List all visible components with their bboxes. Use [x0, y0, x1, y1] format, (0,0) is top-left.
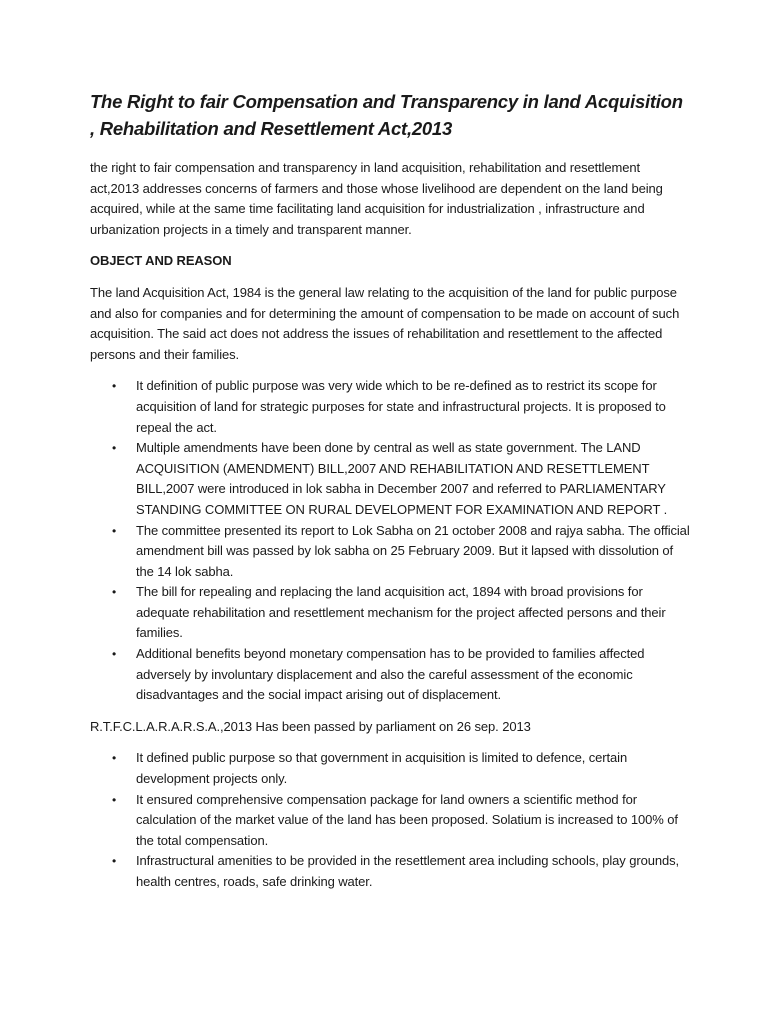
intro-paragraph: the right to fair compensation and transparency in land acquisition, rehabilitation and resettlement act,2013 addresses concerns of farmers and those whose livelihood are dependent on the land being acquired, while at the same time facilitating land acquisition for industrialization , infrastructure and urbanization projects in a timely and transparent manner. [90, 160, 663, 237]
bullet-icon: • [112, 854, 117, 869]
section-heading: OBJECT AND REASON [90, 253, 232, 269]
bullet-icon: • [112, 647, 117, 662]
bullet-icon: • [112, 585, 117, 600]
list-item [90, 644, 690, 706]
document-title: The Right to fair Compensation and Transparency in land Acquisition , Rehabilitation and Resettlement Act,2013 [90, 91, 683, 139]
bullet-list-provisions [90, 748, 690, 892]
list-item [90, 851, 690, 892]
bullet-icon: • [112, 792, 117, 807]
list-item-text: Multiple amendments have been done by central as well as state government. The LAND ACQUISITION (AMENDMENT) BILL,2007 AND REHABILITATION AND RESETTLEMENT BILL,2007 were introduced in lok sabha in December 2007 and referred to PARLIAMENTARY STANDING COMMITTEE ON RURAL DEVELOPMENT FOR EXAMINATION AND REPORT . [136, 440, 668, 517]
bullet-icon: • [112, 751, 117, 766]
list-item [90, 582, 690, 644]
list-item-text: It defined public purpose so that government in acquisition is limited to defence, certain development projects only. [136, 750, 628, 787]
list-item-text: Infrastructural amenities to be provided in the resettlement area including schools, play grounds, health centres, roads, safe drinking water. [136, 853, 680, 889]
list-item [90, 438, 690, 520]
list-item [90, 790, 690, 852]
object-paragraph: The land Acquisition Act, 1984 is the general law relating to the acquisition of the land for public purpose and also for companies and for determining the amount of compensation to be made on account of such acquisition. The said act does not address the issues of rehabilitation and resettlement to the affected persons and their families. [90, 284, 680, 362]
bullet-list-reasons [90, 376, 690, 706]
passed-statement: R.T.F.C.L.A.R.A.R.S.A.,2013 Has been passed by parliament on 26 sep. 2013 [90, 718, 531, 734]
document-page [90, 88, 690, 904]
list-item-text: It definition of public purpose was very wide which to be re-defined as to restrict its scope for acquisition of land for strategic purposes for state and infrastructural projects. It is proposed to repeal the act. [136, 378, 666, 435]
list-item [90, 376, 690, 438]
list-item-text: The bill for repealing and replacing the land acquisition act, 1894 with broad provisions for adequate rehabilitation and resettlement mechanism for the project affected persons and their families. [136, 584, 666, 641]
bullet-icon: • [112, 379, 117, 394]
list-item-text: Additional benefits beyond monetary compensation has to be provided to families affected adversely by involuntary displacement and also the careful assessment of the economic disadvantages and the social impact arising out of displacement. [136, 646, 645, 703]
list-item [90, 521, 690, 583]
list-item-text: It ensured comprehensive compensation package for land owners a scientific method for calculation of the market value of the land has been proposed. Solatium is increased to 100% of the total compensation. [136, 791, 678, 848]
bullet-icon: • [112, 523, 117, 538]
list-item [90, 748, 690, 789]
list-item-text: The committee presented its report to Lok Sabha on 21 october 2008 and rajya sabha. The official amendment bill was passed by lok sabha on 25 February 2009. But it lapsed with dissolution of the 14 lok sabha. [136, 522, 690, 579]
bullet-icon: • [112, 441, 117, 456]
